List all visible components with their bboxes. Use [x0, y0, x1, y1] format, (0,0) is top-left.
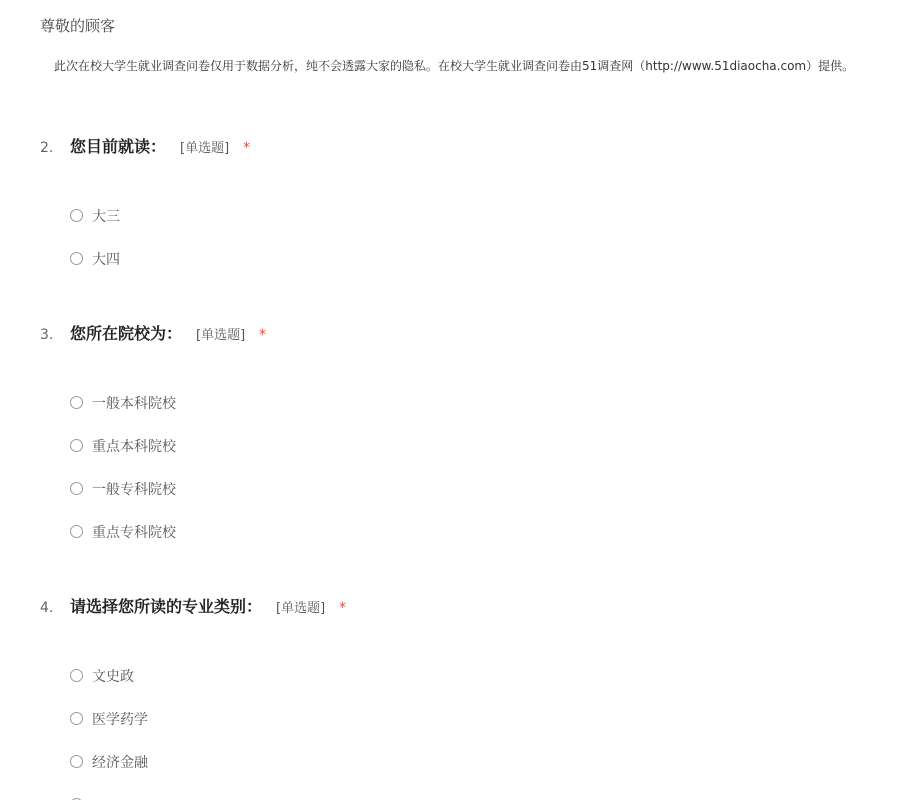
option-label: 医学药学 — [92, 711, 148, 728]
option-label: 大四 — [92, 251, 120, 268]
option-label: 一般本科院校 — [92, 395, 176, 412]
question-header — [40, 594, 860, 618]
option-label: 经济金融 — [92, 754, 148, 771]
option-list — [70, 654, 148, 800]
question-title: 您所在院校为： — [70, 324, 183, 343]
radio-button[interactable] — [70, 439, 83, 452]
option-partial[interactable] — [70, 783, 148, 800]
radio-button[interactable] — [70, 525, 83, 538]
radio-button[interactable] — [70, 252, 83, 265]
option-label: 一般专科院校 — [92, 481, 176, 498]
question-header — [40, 134, 860, 158]
option-medicine[interactable] — [70, 697, 148, 740]
question-type-label: [单选题] — [180, 141, 230, 156]
question-header — [40, 321, 860, 345]
required-asterisk: * — [243, 140, 251, 156]
option-list — [70, 194, 120, 280]
question-3 — [40, 321, 860, 541]
option-senior[interactable] — [70, 237, 120, 280]
question-title: 您目前就读： — [70, 137, 167, 156]
option-label: 重点本科院校 — [92, 438, 176, 455]
question-2 — [40, 134, 860, 268]
question-number: 3. — [40, 327, 54, 343]
greeting-heading: 尊敬的顾客 — [40, 17, 116, 35]
radio-button[interactable] — [70, 482, 83, 495]
question-title: 请选择您所读的专业类别： — [70, 597, 263, 616]
option-label: 文史政 — [92, 668, 134, 685]
option-key-college[interactable] — [70, 510, 176, 553]
option-general-undergrad[interactable] — [70, 381, 176, 424]
radio-button[interactable] — [70, 209, 83, 222]
question-type-label: [单选题] — [196, 328, 246, 343]
option-junior[interactable] — [70, 194, 120, 237]
option-label: 大三 — [92, 208, 120, 225]
required-asterisk: * — [259, 327, 267, 343]
question-number: 4. — [40, 600, 54, 616]
option-key-undergrad[interactable] — [70, 424, 176, 467]
radio-button[interactable] — [70, 755, 83, 768]
option-economics[interactable] — [70, 740, 148, 783]
question-number: 2. — [40, 140, 54, 156]
option-list — [70, 381, 176, 553]
option-label: 重点专科院校 — [92, 524, 176, 541]
radio-button[interactable] — [70, 712, 83, 725]
radio-button[interactable] — [70, 669, 83, 682]
option-general-college[interactable] — [70, 467, 176, 510]
survey-intro-text: 此次在校大学生就业调查问卷仅用于数据分析，纯不会透露大家的隐私。在校大学生就业调查问卷由51调查网（http://www.51diaocha.com）提供。 — [54, 59, 855, 73]
required-asterisk: * — [339, 600, 347, 616]
question-4 — [40, 594, 860, 771]
option-humanities[interactable] — [70, 654, 148, 697]
radio-button[interactable] — [70, 396, 83, 409]
question-type-label: [单选题] — [276, 601, 326, 616]
